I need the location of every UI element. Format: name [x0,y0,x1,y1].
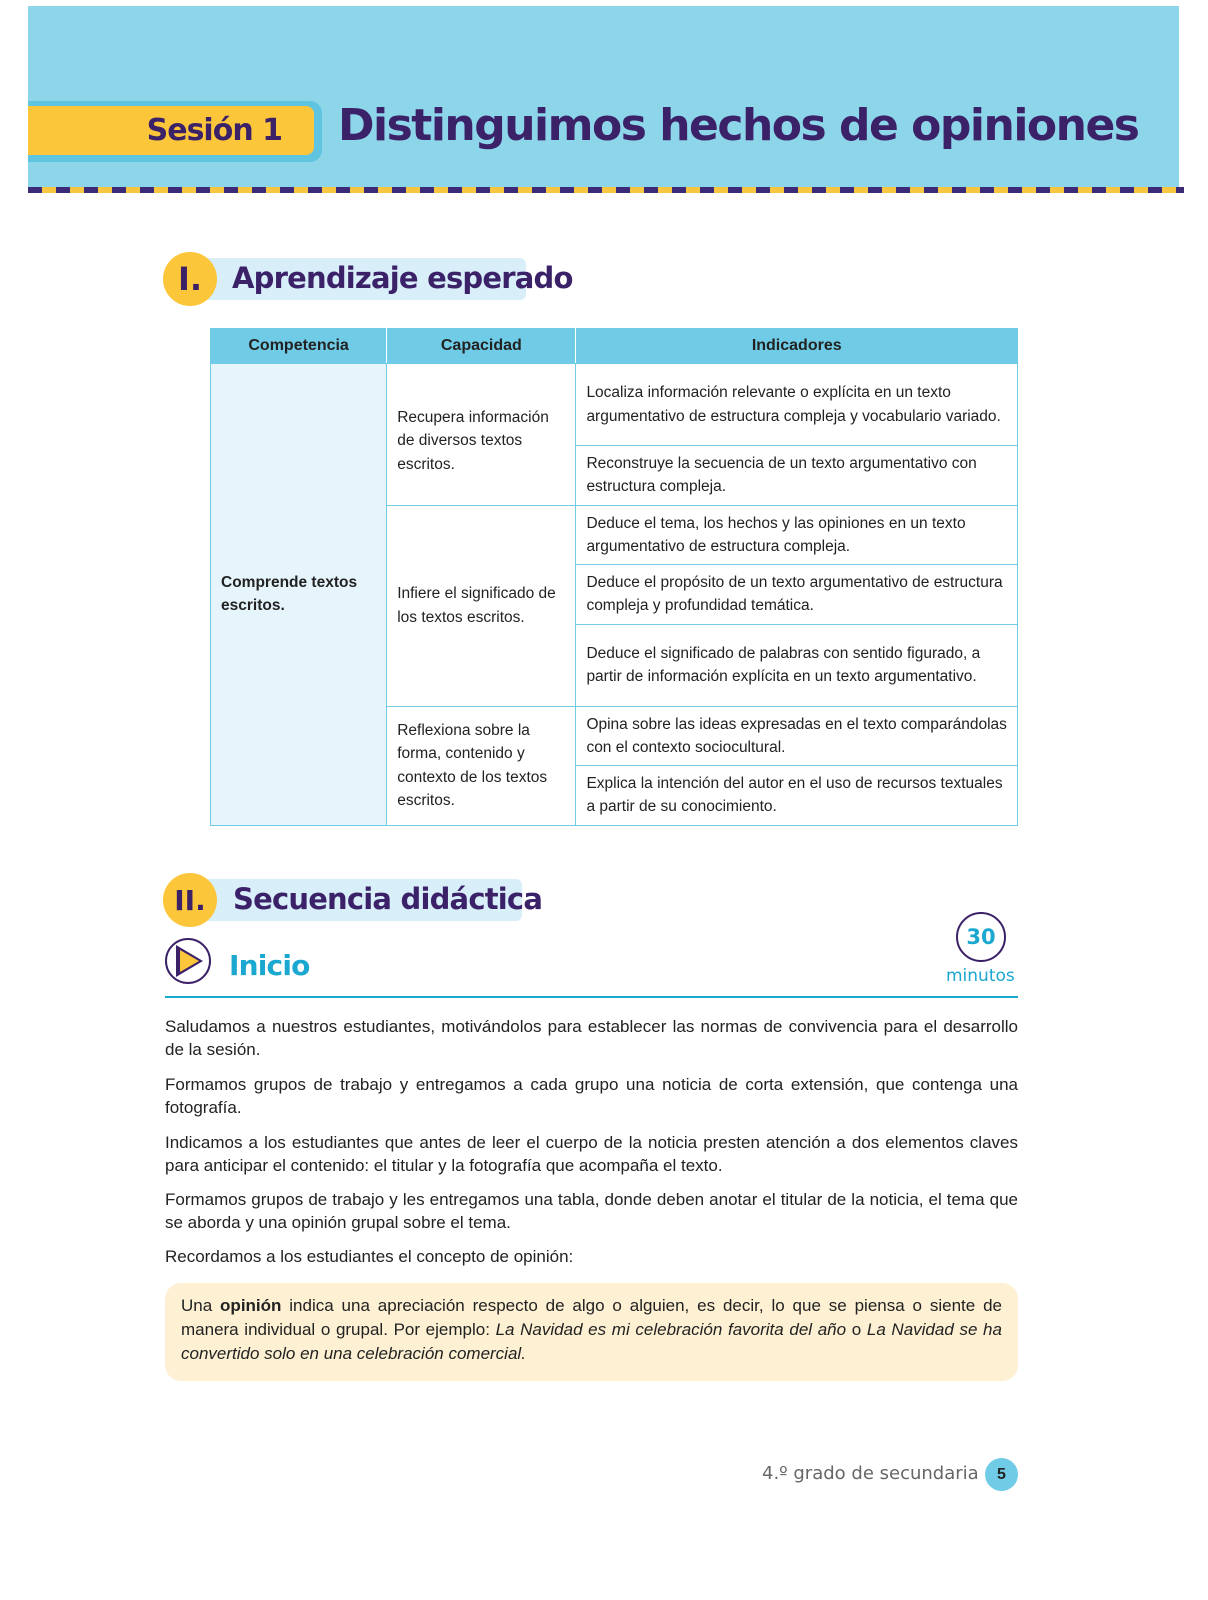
indicador-cell: Explica la intención del autor en el uso de recursos textuales a partir de su conocimiento. [576,766,1018,826]
opinion-term: opinión [220,1296,282,1315]
section1-number: I. [163,252,217,306]
indicador-cell: Localiza información relevante o explícita en un texto argumentativo de estructura compleja y vocabulario variado. [576,364,1018,446]
table-header-row [211,329,1018,364]
section2-number: II. [163,873,217,927]
capacidad-cell: Recupera información de diversos textos escritos. [387,364,576,506]
paragraph: Formamos grupos de trabajo y les entregamos una tabla, donde deben anotar el titular de la noticia, el tema que se aborda y una opinión grupal sobre el tema. [165,1190,1018,1232]
timer-value: 30 [966,925,996,949]
opinion-connector: o [846,1320,867,1339]
opinion-example-2: La Navidad se ha convertido solo en una celebración comercial. [181,1320,1002,1363]
session-label: Sesión 1 [146,113,282,148]
table-row [211,364,1018,446]
session-tab [28,106,314,155]
opinion-lead: Una [181,1296,221,1315]
indicador-cell: Reconstruye la secuencia de un texto argumentativo con estructura compleja. [576,446,1018,506]
inicio-title: Inicio [229,949,310,982]
indicador-cell: Opina sobre las ideas expresadas en el texto comparándolas con el contexto sociocultural. [576,706,1018,766]
learning-table [210,328,1018,826]
section2-title: Secuencia didáctica [233,882,543,916]
capacidad-cell: Infiere el significado de los textos escritos. [387,505,576,706]
inicio-divider [165,996,1018,998]
page-number: 5 [985,1458,1018,1491]
indicador-cell: Deduce el significado de palabras con sentido figurado, a partir de información explícita en un texto argumentativo. [576,624,1018,706]
opinion-text: indica una apreciación respecto de algo o alguien, es decir, lo que se piensa o siente de manera individual o grupal. Por ejemplo: [181,1296,1002,1339]
opinion-definition-box [165,1283,1018,1381]
indicador-cell: Deduce el tema, los hechos y las opiniones en un texto argumentativo de estructura compleja. [576,505,1018,565]
paragraph: Formamos grupos de trabajo y entregamos a cada grupo una noticia de corta extensión, que contenga una fotografía. [165,1075,1018,1117]
header-capacidad: Capacidad [387,329,576,364]
footer-grade: 4.º grado de secundaria [762,1463,979,1484]
capacidad-cell: Reflexiona sobre la forma, contenido y contexto de los textos escritos. [387,706,576,825]
paragraph: Recordamos a los estudiantes el concepto de opinión: [165,1247,574,1266]
competencia-cell: Comprende textos escritos. [211,364,387,826]
timer-icon [956,912,1006,962]
play-icon-fill [180,950,199,972]
page-title: Distinguimos hechos de opiniones [338,100,1139,151]
timer-unit: minutos [946,966,1015,986]
paragraph: Saludamos a nuestros estudiantes, motivándolos para establecer las normas de convivencia para el desarrollo de la sesión. [165,1017,1018,1059]
paragraph: Indicamos a los estudiantes que antes de leer el cuerpo de la noticia presten atención a dos elementos claves para anticipar el contenido: el titular y la fotografía que acompaña el texto. [165,1133,1018,1175]
opinion-example-1: La Navidad es mi celebración favorita del año [495,1320,847,1339]
section1-title: Aprendizaje esperado [232,261,573,295]
header-competencia: Competencia [211,329,387,364]
header-indicadores: Indicadores [576,329,1018,364]
header-stripe [28,187,1184,193]
indicador-cell: Deduce el propósito de un texto argumentativo de estructura compleja y profundidad temática. [576,565,1018,625]
